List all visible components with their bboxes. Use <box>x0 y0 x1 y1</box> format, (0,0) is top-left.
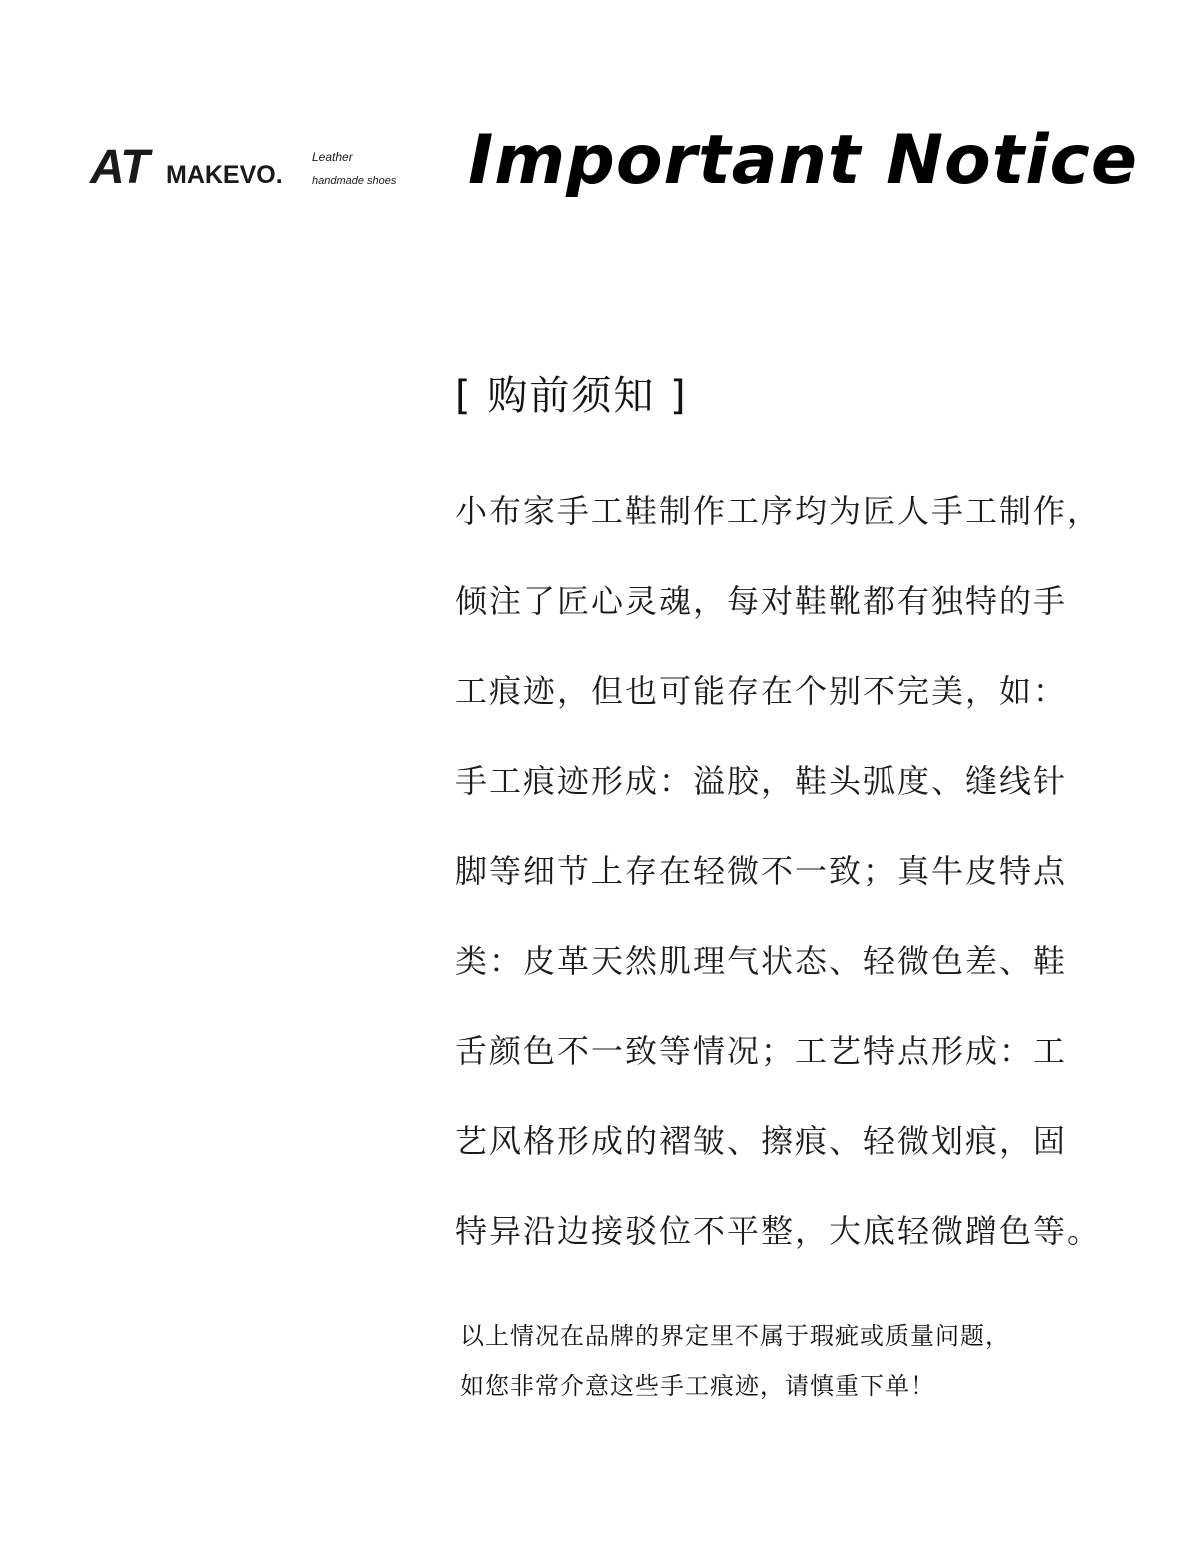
notice-line: 小布家手工鞋制作工序均为匠人手工制作， <box>455 492 1102 530</box>
logo-tagline-handmade: handmade shoes <box>312 175 397 187</box>
page-title: Important Notice <box>468 121 1138 200</box>
notice-line: 艺风格形成的褶皱、擦痕、轻微划痕，固 <box>455 1122 1068 1160</box>
logo-wordmark: MAKEVO. <box>166 161 283 189</box>
notice-line: 脚等细节上存在轻微不一致；真牛皮特点 <box>455 852 1068 890</box>
footnote-line: 以上情况在品牌的界定里不属于瑕疵或质量问题， <box>460 1322 1010 1350</box>
logo-tagline-leather: Leather <box>312 150 353 164</box>
notice-line: 特异沿边接驳位不平整，大底轻微蹭色等。 <box>455 1212 1102 1250</box>
notice-line: 倾注了匠心灵魂，每对鞋靴都有独特的手 <box>455 582 1068 620</box>
logo-at-mark: AT <box>90 141 149 194</box>
section-title: [ 购前须知 ] <box>455 373 688 419</box>
notice-line: 工痕迹，但也可能存在个别不完美，如： <box>455 672 1068 710</box>
notice-line: 手工痕迹形成：溢胶，鞋头弧度、缝线针 <box>455 762 1068 800</box>
brand-logo <box>90 142 430 194</box>
notice-body <box>455 483 1175 1293</box>
footnote-line: 如您非常介意这些手工痕迹，请慎重下单！ <box>460 1372 935 1400</box>
notice-line: 类：皮革天然肌理气状态、轻微色差、鞋 <box>455 942 1068 980</box>
notice-line: 舌颜色不一致等情况；工艺特点形成：工 <box>455 1032 1068 1070</box>
notice-footnote <box>460 1318 1160 1418</box>
